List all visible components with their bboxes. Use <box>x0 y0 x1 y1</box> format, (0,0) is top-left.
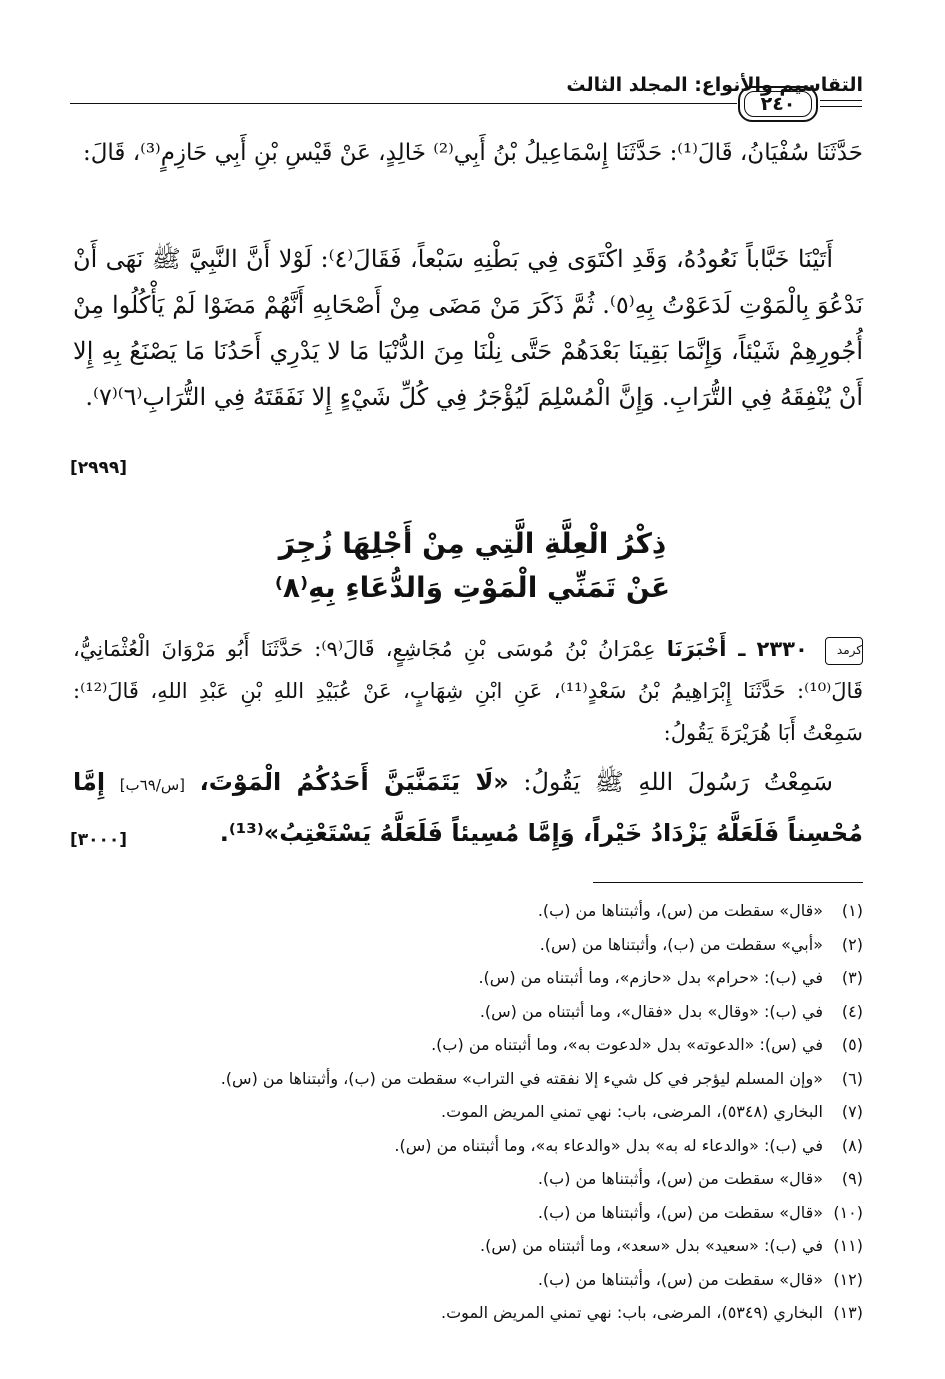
footnote-number: (٢) <box>841 934 863 954</box>
footnote-text: «قال» سقطت من (س)، وأثبتناها من (ب). <box>537 1269 823 1289</box>
hadith-isnad <box>73 628 863 754</box>
section-heading-line-1: ذِكْرُ الْعِلَّةِ الَّتِي مِنْ أَجْلِهَا زُجِرَ <box>278 527 667 560</box>
footnote <box>73 1263 863 1297</box>
page-number: ٢٤٠ <box>744 91 812 117</box>
footnote-text: في (س): «الدعوته» بدل «لدعوت به»، وما أثبتناه من (ب). <box>431 1035 823 1054</box>
footnote <box>73 894 863 928</box>
footnote-separator <box>593 882 863 883</box>
hadith-reference-number: [٣٠٠٠] <box>70 830 128 850</box>
hadith-isnad-text: عِمْرَانُ بْنُ مُوسَى بْنِ مُجَاشِعٍ، قَالَ⁽٩⁾: حَدَّثَنَا أَبُو مَرْوَانَ الْعُثْمَانِيُّ، قَالَ⁽¹⁰⁾: حَدَّثَنَا إِبْرَاهِيمُ بْنُ سَعْدٍ⁽¹¹⁾، عَنِ ابْنِ شِهَابٍ، عَنْ عُبَيْدِ اللهِ بْنِ عَبْدِ اللهِ، قَالَ⁽¹²⁾: سَمِعْتُ أَبَا هُرَيْرَةَ يَقُولُ: <box>73 637 863 745</box>
footnote-number: (١٠) <box>833 1202 863 1222</box>
footnote-number: (٩) <box>841 1169 863 1188</box>
footnote-text: «قال» سقطت من (س)، وأثبتناها من (ب). <box>537 1202 823 1222</box>
page-number-frame <box>738 86 818 122</box>
footnote-text: «قال» سقطت من (س)، وأثبتناها من (ب). <box>537 1169 823 1188</box>
hadith-matn <box>73 758 863 857</box>
footnote-number: (١٢) <box>833 1269 863 1289</box>
footnote <box>73 1296 863 1330</box>
footnote-text: البخاري (٥٣٤٩)، المرضى، باب: نهي تمني المريض الموت. <box>441 1303 823 1322</box>
footnote-text: «أبي» سقطت من (ب)، وأثبتناها من (س). <box>539 934 823 954</box>
footnote-text: في (ب): «وقال» بدل «فقال»، وما أثبتناه من (س). <box>479 1001 823 1021</box>
isnad-paragraph: حَدَّثَنَا سُفْيَانُ، قَالَ⁽¹⁾: حَدَّثَنَا إِسْمَاعِيلُ بْنُ أَبِي⁽²⁾ خَالِدٍ، عَنْ قَيْسِ بْنِ أَبِي حَازِمٍ⁽³⁾، قَالَ: <box>82 140 863 166</box>
footnote-number: (٥) <box>841 1035 863 1054</box>
footnote <box>73 995 863 1029</box>
footnote-number: (٣) <box>841 968 863 987</box>
footnote-text: في (ب): «سعيد» بدل «سعد»، وما أثبتناه من (س). <box>480 1236 823 1255</box>
header-rule-double-top <box>820 100 862 101</box>
footnote <box>73 928 863 962</box>
footnote <box>73 1196 863 1230</box>
footnote-number: (١) <box>841 901 863 920</box>
footnote <box>73 1095 863 1129</box>
footnote-text: في (ب): «حرام» بدل «حازم»، وما أثبتناه من (س). <box>478 968 823 987</box>
footnote-text: «قال» سقطت من (س)، وأثبتناها من (ب). <box>537 901 823 920</box>
hadith-number: ٢٣٣٠ <box>756 637 808 661</box>
footnote-number: (١٣) <box>833 1303 863 1322</box>
hadith-isnad-lead: ـ أَخْبَرَنَا <box>666 637 746 661</box>
matn-text-2: إِمَّا مُحْسِناً فَلَعَلَّهُ يَزْدَادُ خَيْراً، وَإِمَّا مُسِيئاً فَلَعَلَّهُ يَسْتَعْتِبُ»⁽¹³⁾. <box>73 768 863 847</box>
hadith-text-paragraph: أَتَيْنَا خَبَّاباً نَعُودُهُ، وَقَدِ اكْتَوَى فِي بَطْنِهِ سَبْعاً، فَقَالَ⁽٤⁾: لَوْلا أَنَّ النَّبِيَّ ﷺ نَهَى أَنْ نَدْعُوَ بِالْمَوْتِ لَدَعَوْتُ بِهِ⁽٥⁾. ثُمَّ ذَكَرَ مَنْ مَضَى مِنْ أَصْحَابِهِ أَنَّهُمْ مَضَوْا لَمْ يَأْكُلُوا مِنْ أُجُورِهِمْ شَيْئاً، وَإِنَّمَا بَقِينَا بَعْدَهُمْ حَتَّى نِلْنَا مِنَ الدُّنْيَا مَا لا يَدْرِي أَحَدُنَا مَا يَصْنَعُ بِهِ إِلا أَنْ يُنْفِقَهُ فِي التُّرَابِ. وَإِنَّ الْمُسْلِمَ لَيُؤْجَرُ فِي كُلِّ شَيْءٍ إِلا نَفَقَتَهُ فِي التُّرَابِ⁽٦⁾⁽٧⁾. <box>73 245 864 411</box>
header-rule-double-bottom <box>820 106 862 107</box>
matn-text-1: «لَا يَتَمَنَّيَنَّ أَحَدُكُمُ الْمَوْتَ، <box>199 768 509 796</box>
footnote-number: (٨) <box>841 1135 863 1155</box>
hadith-reference-number: [٢٩٩٩] <box>70 458 128 478</box>
footnote <box>73 1028 863 1062</box>
footnote-number: (٧) <box>841 1102 863 1121</box>
footnote <box>73 1162 863 1196</box>
manuscript-reference: [س/٦٩ب] <box>119 776 186 794</box>
footnote-text: «وإن المسلم ليؤجر في كل شيء إلا نفقته في التراب» سقطت من (ب)، وأثبتناها من (س). <box>220 1068 823 1088</box>
hadith-marker-icon: كرمد <box>825 637 863 665</box>
footnote <box>73 1062 863 1096</box>
footnote-text: في (ب): «والدعاء له به» بدل «والدعاء به»، وما أثبتناه من (س). <box>394 1135 823 1155</box>
footnotes-list <box>73 894 863 1330</box>
footnote-number: (٦) <box>841 1068 863 1088</box>
header-rule <box>70 103 737 104</box>
section-heading-line-2: عَنْ تَمَنِّي الْمَوْتِ وَالدُّعَاءِ بِهِ⁽٨⁾ <box>274 571 671 604</box>
footnote <box>73 1229 863 1263</box>
footnote-text: البخاري (٥٣٤٨)، المرضى، باب: نهي تمني المريض الموت. <box>441 1102 823 1121</box>
footnote-number: (١١) <box>833 1236 863 1255</box>
footnote-number: (٤) <box>841 1001 863 1021</box>
footnote <box>73 1129 863 1163</box>
matn-intro: سَمِعْتُ رَسُولَ اللهِ ﷺ يَقُولُ: <box>523 768 833 796</box>
footnote <box>73 961 863 995</box>
running-title: التقاسيم والأنواع: المجلد الثالث <box>566 74 863 96</box>
